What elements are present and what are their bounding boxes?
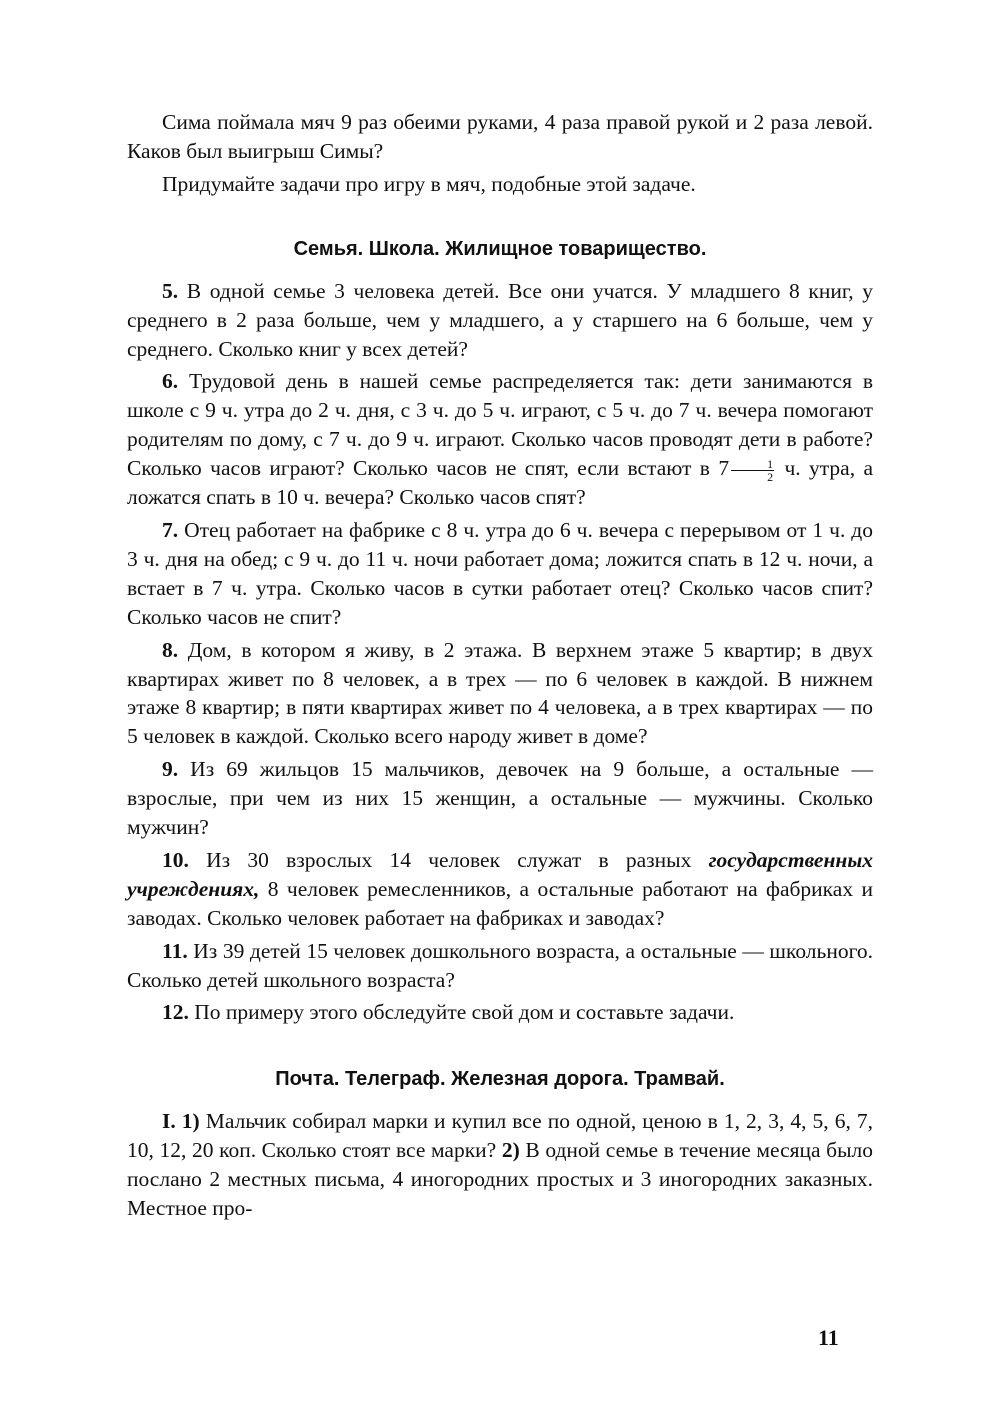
problem-text: Из 30 взрослых 14 человек служат в разных (206, 847, 692, 872)
intro-paragraph: Сима поймала мяч 9 раз обеими руками, 4 раза правой рукой и 2 раза левой. Каков был выигрыш Симы? (127, 110, 873, 163)
problem-text: Трудовой день в нашей семье распределяется так: дети занимаются в школе с 9 ч. утра до 2 ч. дня, с 3 ч. до 5 ч. играют, с 5 ч. до 7 ч. вечера помогают родителям по дому, с 7 ч. до 9 ч. играют. Сколько часов проводят дети в работе? Сколько часов играют? Сколько часов не спят, если встают в 7 (127, 369, 873, 481)
problem-number: I. 1) (162, 1109, 200, 1134)
problem-number: 5. (162, 278, 179, 303)
problem-number: 12. (162, 1000, 189, 1025)
problem-12 (127, 998, 873, 1027)
problem-text-continued: ч. утра, а ложатся спать в 10 ч. вечера? Сколько часов спят? (127, 456, 874, 510)
page-number: 11 (818, 1325, 839, 1350)
problem-text: Из 39 детей 15 человек дошкольного возраста, а остальные — школьного. Сколько детей школьного возраста? (127, 938, 873, 992)
problem-number: 8. (162, 637, 179, 662)
problem-I (127, 1107, 873, 1223)
problem-number: 7. (162, 517, 179, 542)
problem-9 (127, 755, 873, 842)
problem-text: В одной семье 3 человека детей. Все они учатся. У младшего 8 книг, у среднего в 2 раза больше, чем у младшего, а у старшего на 6 больше, чем у среднего. Сколько книг у всех детей? (127, 278, 873, 361)
problem-7 (127, 516, 873, 632)
italic-term: государственных учреждениях, (127, 847, 873, 901)
problem-11 (127, 937, 873, 995)
problem-text: Отец работает на фабрике с 8 ч. утра до 6 ч. вечера с перерывом от 1 ч. до 3 ч. дня на обед; с 9 ч. до 11 ч. ночи работает дома; ложится спать в 12 ч. ночи, а встает в 7 ч. утра. Сколько часов в сутки работает отец? Сколько часов спит? Сколько часов не спит? (127, 517, 873, 629)
problem-6 (127, 367, 873, 512)
text-column (127, 108, 873, 1223)
problem-number: 6. (162, 369, 179, 394)
problem-number: 10. (162, 847, 189, 872)
fraction-numerator: 1 (731, 458, 774, 471)
section-title-family: Семья. Школа. Жилищное товарищество. (293, 237, 707, 260)
problem-10 (127, 846, 873, 933)
fraction-denominator: 2 (767, 469, 774, 484)
problem-text-continued: 8 человек ремесленников, а остальные работают на фабриках и заводах. Сколько человек работает на фабриках и заводах? (127, 876, 873, 930)
problem-text-continued: В одной семье в течение месяца было послано 2 местных письма, 4 иногородних простых и 3 иногородних заказных. Местное про- (127, 1138, 874, 1221)
problem-text: Мальчик собирал марки и купил все по одной, ценою в 1, 2, 3, 4, 5, 6, 7, 10, 12, 20 коп. Сколько стоят все марки? (127, 1109, 873, 1163)
problem-text: Из 69 жильцов 15 мальчиков, девочек на 9 больше, а остальные — взрослые, при чем из них 15 женщин, а остальные — мужчины. Сколько мужчин? (127, 757, 873, 840)
intro-exercise: Придумайте задачи про игру в мяч, подобные этой задаче. (162, 171, 696, 196)
subproblem-number: 2) (501, 1138, 520, 1163)
problem-number: 9. (162, 757, 179, 782)
problem-number: 11. (162, 938, 188, 963)
fraction (731, 458, 774, 483)
problem-text: По примеру этого обследуйте свой дом и составьте задачи. (194, 1000, 735, 1025)
section-title-post: Почта. Телеграф. Железная дорога. Трамвай. (275, 1068, 725, 1091)
problem-text: Дом, в котором я живу, в 2 этажа. В верхнем этаже 5 квартир; в двух квартирах живет по 8 человек, а в трех — по 6 человек в каждой. В нижнем этаже 8 квартир; в пяти квартирах живет по 4 человека, а в трех квартирах — по 5 человек в каждой. Сколько всего народу живет в доме? (127, 637, 873, 749)
problem-8 (127, 636, 873, 752)
problem-5 (127, 277, 873, 364)
